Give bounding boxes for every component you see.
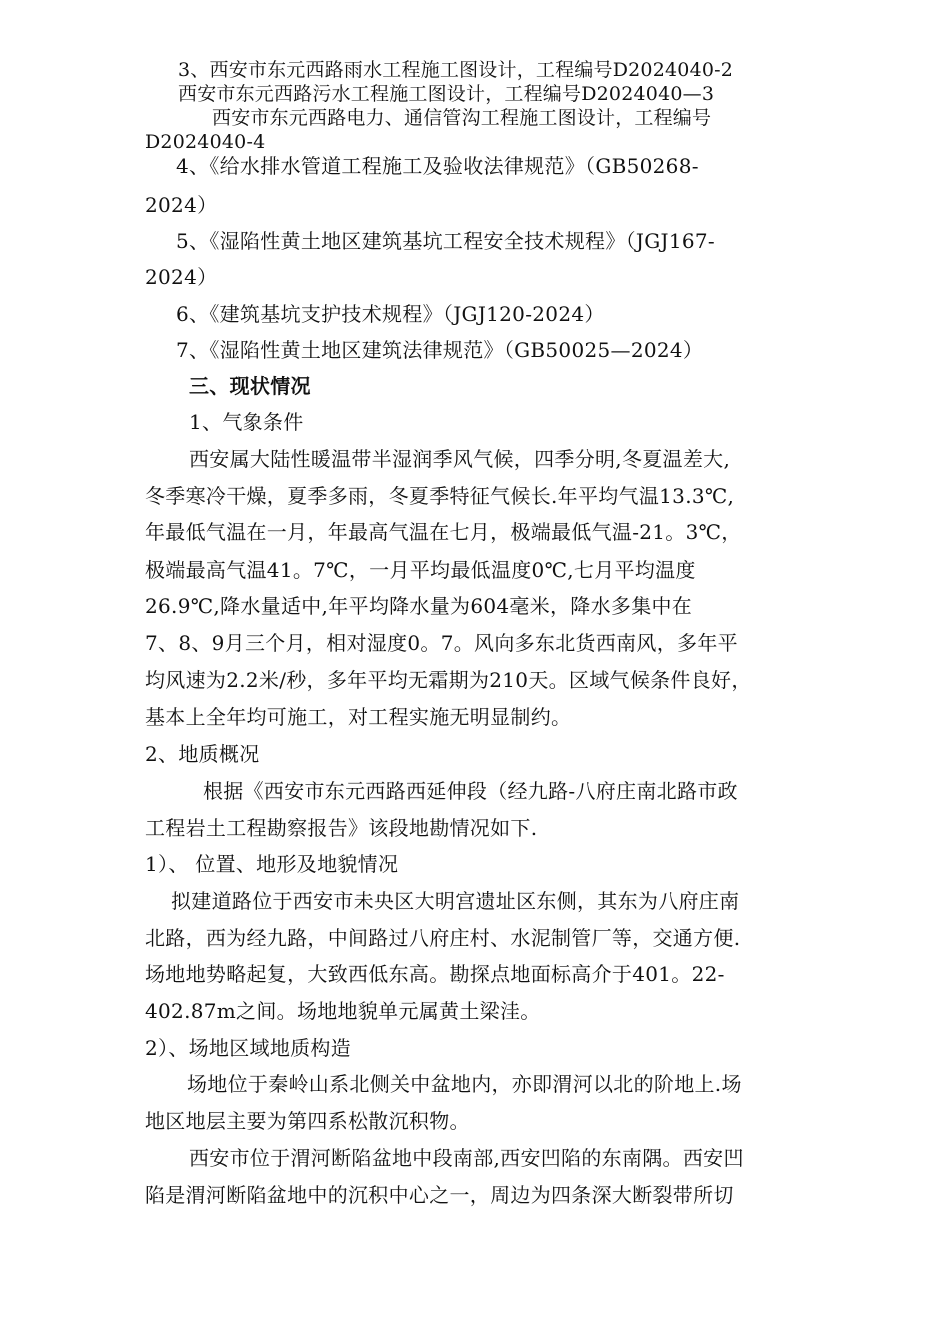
subsection-climate: 1、气象条件 <box>189 410 304 434</box>
climate-paragraph-line: 极端最高气温41。7℃，一月平均最低温度0℃,七月平均温度 <box>145 558 696 582</box>
reference-6: 6、《建筑基坑支护技术规程》（JGJ120-2024） <box>176 302 605 326</box>
reference-4-cont: 2024） <box>145 193 218 217</box>
reference-5: 5、《湿陷性黄土地区建筑基坑工程安全技术规程》（JGJ167- <box>176 229 715 253</box>
geology-paragraph-line: 工程岩土工程勘察报告》该段地勘情况如下. <box>145 816 538 840</box>
subsection-geology: 2、地质概况 <box>145 742 260 766</box>
regional-geology-paragraph-line: 陷是渭河断陷盆地中的沉积中心之一，周边为四条深大断裂带所切 <box>145 1183 734 1207</box>
climate-paragraph-line: 26.9℃,降水量适中,年平均降水量为604毫米，降水多集中在 <box>145 594 693 618</box>
climate-paragraph-line: 均风速为2.2米/秒，多年平均无霜期为210天。区域气候条件良好， <box>145 668 752 692</box>
subsection-location-terrain: 1）、 位置、地形及地貌情况 <box>145 852 399 876</box>
climate-paragraph-line: 7、8、9月三个月，相对湿度0。7。风向多东北货西南风，多年平 <box>145 631 738 655</box>
reference-3-power-cont: D2024040-4 <box>145 131 266 153</box>
reference-3-rain: 3、西安市东元西路雨水工程施工图设计，工程编号D2024040-2 <box>178 59 734 81</box>
regional-geology-paragraph-line: 西安市位于渭河断陷盆地中段南部,西安凹陷的东南隅。西安凹 <box>189 1146 744 1170</box>
reference-5-cont: 2024） <box>145 265 218 289</box>
section-heading-current-situation: 三、现状情况 <box>189 374 311 398</box>
location-paragraph-line: 402.87m之间。场地地貌单元属黄土梁洼。 <box>145 999 541 1023</box>
reference-3-sewage: 西安市东元西路污水工程施工图设计，工程编号D2024040—3 <box>178 83 715 105</box>
subsection-regional-geology: 2）、场地区域地质构造 <box>145 1036 352 1060</box>
location-paragraph-line: 场地地势略起复，大致西低东高。勘探点地面标高介于401。22- <box>145 962 725 986</box>
regional-geology-paragraph-line: 地区地层主要为第四系松散沉积物。 <box>145 1109 470 1133</box>
geology-paragraph-line: 根据《西安市东元西路西延伸段（经九路-八府庄南北路市政 <box>203 779 738 803</box>
climate-paragraph-line: 年最低气温在一月，年最高气温在七月，极端最低气温-21。3℃， <box>145 520 742 544</box>
reference-3-power: 西安市东元西路电力、通信管沟工程施工图设计，工程编号 <box>212 107 712 129</box>
reference-7: 7、《湿陷性黄土地区建筑法律规范》（GB50025—2024） <box>176 338 704 362</box>
climate-paragraph-line: 基本上全年均可施工，对工程实施无明显制约。 <box>145 705 572 729</box>
location-paragraph-line: 北路，西为经九路，中间路过八府庄村、水泥制管厂等，交通方便. <box>145 926 741 950</box>
location-paragraph-line: 拟建道路位于西安市未央区大明宫遗址区东侧，其东为八府庄南 <box>171 889 740 913</box>
regional-geology-paragraph-line: 场地位于秦岭山系北侧关中盆地内，亦即渭河以北的阶地上.场 <box>187 1072 742 1096</box>
climate-paragraph-line: 西安属大陆性暖温带半湿润季风气候，四季分明,冬夏温差大, <box>189 447 731 471</box>
reference-4: 4、《给水排水管道工程施工及验收法律规范》（GB50268- <box>176 154 699 178</box>
climate-paragraph-line: 冬季寒冷干燥，夏季多雨，冬夏季特征气候长.年平均气温13.3℃, <box>145 484 735 508</box>
